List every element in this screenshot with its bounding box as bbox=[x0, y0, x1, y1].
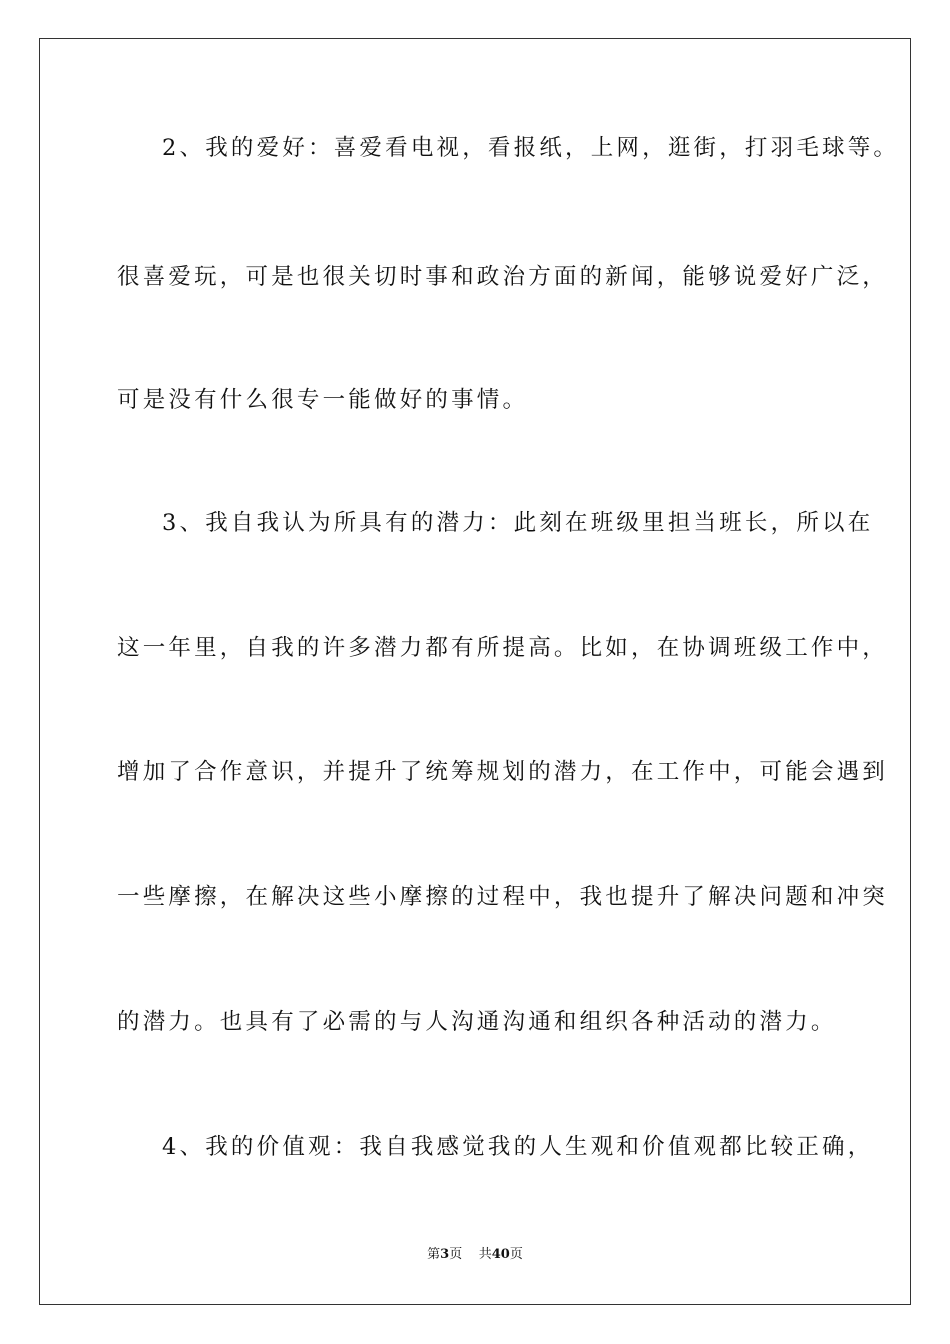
paragraph-2-line-2: 很喜爱玩，可是也很关切时事和政治方面的新闻，能够说爱好广泛， bbox=[117, 264, 889, 290]
footer-page-prefix: 第 bbox=[427, 1247, 441, 1262]
paragraph-3-line-3: 增加了合作意识，并提升了统筹规划的潜力，在工作中，可能会遇到 bbox=[117, 759, 889, 785]
paragraph-3-line-2: 这一年里，自我的许多潜力都有所提高。比如，在协调班级工作中， bbox=[117, 635, 889, 661]
paragraph-3-line-1: 3、我自我认为所具有的潜力：此刻在班级里担当班长，所以在 bbox=[162, 510, 874, 536]
paragraph-4-line-1: 4、我的价值观：我自我感觉我的人生观和价值观都比较正确， bbox=[162, 1134, 874, 1160]
footer-page-number: 3 bbox=[440, 1247, 450, 1262]
footer-total-prefix: 共 bbox=[478, 1247, 492, 1262]
page-footer bbox=[0, 1248, 950, 1261]
footer-page-suffix: 页 bbox=[449, 1247, 463, 1262]
footer-total-suffix: 页 bbox=[509, 1247, 523, 1262]
page-border bbox=[39, 38, 911, 1305]
paragraph-2-line-1: 2、我的爱好：喜爱看电视，看报纸，上网，逛街，打羽毛球等。 bbox=[162, 135, 900, 161]
footer-total-pages: 40 bbox=[491, 1247, 510, 1262]
paragraph-3-line-4: 一些摩擦，在解决这些小摩擦的过程中，我也提升了解决问题和冲突 bbox=[117, 884, 889, 910]
paragraph-3-line-5: 的潜力。也具有了必需的与人沟通沟通和组织各种活动的潜力。 bbox=[117, 1009, 837, 1035]
paragraph-2-line-3: 可是没有什么很专一能做好的事情。 bbox=[117, 387, 529, 413]
